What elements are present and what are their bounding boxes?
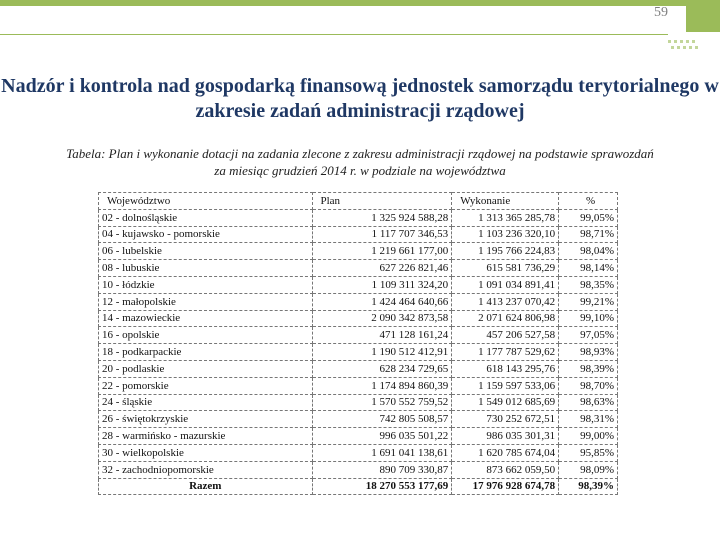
cell-execution: 730 252 672,51 bbox=[452, 411, 559, 428]
cell-percent: 98,31% bbox=[559, 411, 618, 428]
cell-execution: 1 195 766 224,83 bbox=[452, 243, 559, 260]
header-rule bbox=[0, 34, 668, 35]
cell-percent: 99,21% bbox=[559, 293, 618, 310]
cell-percent: 98,04% bbox=[559, 243, 618, 260]
page-number: 59 bbox=[654, 5, 668, 20]
cell-plan: 628 234 729,65 bbox=[312, 360, 452, 377]
cell-plan: 1 570 552 759,52 bbox=[312, 394, 452, 411]
cell-percent: 99,10% bbox=[559, 310, 618, 327]
cell-execution: 1 177 787 529,62 bbox=[452, 344, 559, 361]
cell-plan: 1 190 512 412,91 bbox=[312, 344, 452, 361]
table-row bbox=[99, 226, 618, 243]
table-row bbox=[99, 293, 618, 310]
cell-execution: 615 581 736,29 bbox=[452, 260, 559, 277]
cell-plan: 2 090 342 873,58 bbox=[312, 310, 452, 327]
table-total-row bbox=[99, 478, 618, 495]
cell-voivodeship: 04 - kujawsko - pomorskie bbox=[99, 226, 313, 243]
table-row bbox=[99, 360, 618, 377]
total-label: Razem bbox=[99, 478, 313, 495]
cell-percent: 99,05% bbox=[559, 209, 618, 226]
cell-plan: 471 128 161,24 bbox=[312, 327, 452, 344]
cell-percent: 98,71% bbox=[559, 226, 618, 243]
slide-title: Nadzór i kontrola nad gospodarką finansową jednostek samorządu terytorialnego w zakresie zadań administracji rządowej bbox=[1, 75, 719, 122]
cell-execution: 873 662 059,50 bbox=[452, 461, 559, 478]
cell-voivodeship: 18 - podkarpackie bbox=[99, 344, 313, 361]
table-header-row bbox=[99, 193, 618, 210]
cell-plan: 1 691 041 138,61 bbox=[312, 444, 452, 461]
table-row bbox=[99, 394, 618, 411]
cell-percent: 98,63% bbox=[559, 394, 618, 411]
cell-voivodeship: 32 - zachodniopomorskie bbox=[99, 461, 313, 478]
total-percent: 98,39% bbox=[559, 478, 618, 495]
table-caption: Tabela: Plan i wykonanie dotacji na zadania zlecone z zakresu administracji rządowej na podstawie sprawozdań za miesiąc grudzień 2014 r. w podziale na województwa bbox=[66, 146, 654, 178]
cell-execution: 1 620 785 674,04 bbox=[452, 444, 559, 461]
table-row bbox=[99, 377, 618, 394]
cell-plan: 1 174 894 860,39 bbox=[312, 377, 452, 394]
cell-execution: 2 071 624 806,98 bbox=[452, 310, 559, 327]
table-row bbox=[99, 444, 618, 461]
cell-plan: 1 109 311 324,20 bbox=[312, 276, 452, 293]
cell-voivodeship: 28 - warmińsko - mazurskie bbox=[99, 428, 313, 445]
cell-execution: 1 103 236 320,10 bbox=[452, 226, 559, 243]
cell-plan: 1 117 707 346,53 bbox=[312, 226, 452, 243]
header-execution: Wykonanie bbox=[452, 193, 559, 210]
cell-plan: 890 709 330,87 bbox=[312, 461, 452, 478]
cell-voivodeship: 24 - śląskie bbox=[99, 394, 313, 411]
cell-execution: 986 035 301,31 bbox=[452, 428, 559, 445]
header-percent: % bbox=[559, 193, 618, 210]
cell-execution: 457 206 527,58 bbox=[452, 327, 559, 344]
cell-plan: 1 424 464 640,66 bbox=[312, 293, 452, 310]
cell-voivodeship: 26 - świętokrzyskie bbox=[99, 411, 313, 428]
cell-voivodeship: 10 - łódzkie bbox=[99, 276, 313, 293]
cell-percent: 99,00% bbox=[559, 428, 618, 445]
table-row bbox=[99, 461, 618, 478]
table-row bbox=[99, 276, 618, 293]
top-accent-bar bbox=[0, 0, 720, 6]
subsidy-table bbox=[98, 192, 618, 495]
cell-voivodeship: 08 - lubuskie bbox=[99, 260, 313, 277]
cell-voivodeship: 22 - pomorskie bbox=[99, 377, 313, 394]
header-plan: Plan bbox=[312, 193, 452, 210]
cell-plan: 1 219 661 177,00 bbox=[312, 243, 452, 260]
cell-voivodeship: 30 - wielkopolskie bbox=[99, 444, 313, 461]
corner-accent-box bbox=[686, 0, 720, 32]
cell-percent: 98,70% bbox=[559, 377, 618, 394]
cell-percent: 98,35% bbox=[559, 276, 618, 293]
cell-percent: 98,93% bbox=[559, 344, 618, 361]
cell-execution: 618 143 295,76 bbox=[452, 360, 559, 377]
decorative-dots bbox=[666, 38, 706, 52]
cell-execution: 1 091 034 891,41 bbox=[452, 276, 559, 293]
cell-voivodeship: 16 - opolskie bbox=[99, 327, 313, 344]
cell-plan: 742 805 508,57 bbox=[312, 411, 452, 428]
header-voivodeship: Województwo bbox=[99, 193, 313, 210]
cell-percent: 97,05% bbox=[559, 327, 618, 344]
cell-plan: 1 325 924 588,28 bbox=[312, 209, 452, 226]
cell-plan: 627 226 821,46 bbox=[312, 260, 452, 277]
cell-percent: 95,85% bbox=[559, 444, 618, 461]
cell-execution: 1 313 365 285,78 bbox=[452, 209, 559, 226]
table-row bbox=[99, 327, 618, 344]
total-execution: 17 976 928 674,78 bbox=[452, 478, 559, 495]
cell-voivodeship: 14 - mazowieckie bbox=[99, 310, 313, 327]
table-row bbox=[99, 209, 618, 226]
cell-voivodeship: 02 - dolnośląskie bbox=[99, 209, 313, 226]
table-row bbox=[99, 260, 618, 277]
cell-voivodeship: 06 - lubelskie bbox=[99, 243, 313, 260]
cell-percent: 98,14% bbox=[559, 260, 618, 277]
total-plan: 18 270 553 177,69 bbox=[312, 478, 452, 495]
cell-percent: 98,39% bbox=[559, 360, 618, 377]
cell-plan: 996 035 501,22 bbox=[312, 428, 452, 445]
table-row bbox=[99, 428, 618, 445]
cell-execution: 1 549 012 685,69 bbox=[452, 394, 559, 411]
table-row bbox=[99, 411, 618, 428]
cell-voivodeship: 20 - podlaskie bbox=[99, 360, 313, 377]
table-row bbox=[99, 243, 618, 260]
cell-execution: 1 413 237 070,42 bbox=[452, 293, 559, 310]
table-row bbox=[99, 344, 618, 361]
cell-percent: 98,09% bbox=[559, 461, 618, 478]
table-row bbox=[99, 310, 618, 327]
cell-voivodeship: 12 - małopolskie bbox=[99, 293, 313, 310]
cell-execution: 1 159 597 533,06 bbox=[452, 377, 559, 394]
